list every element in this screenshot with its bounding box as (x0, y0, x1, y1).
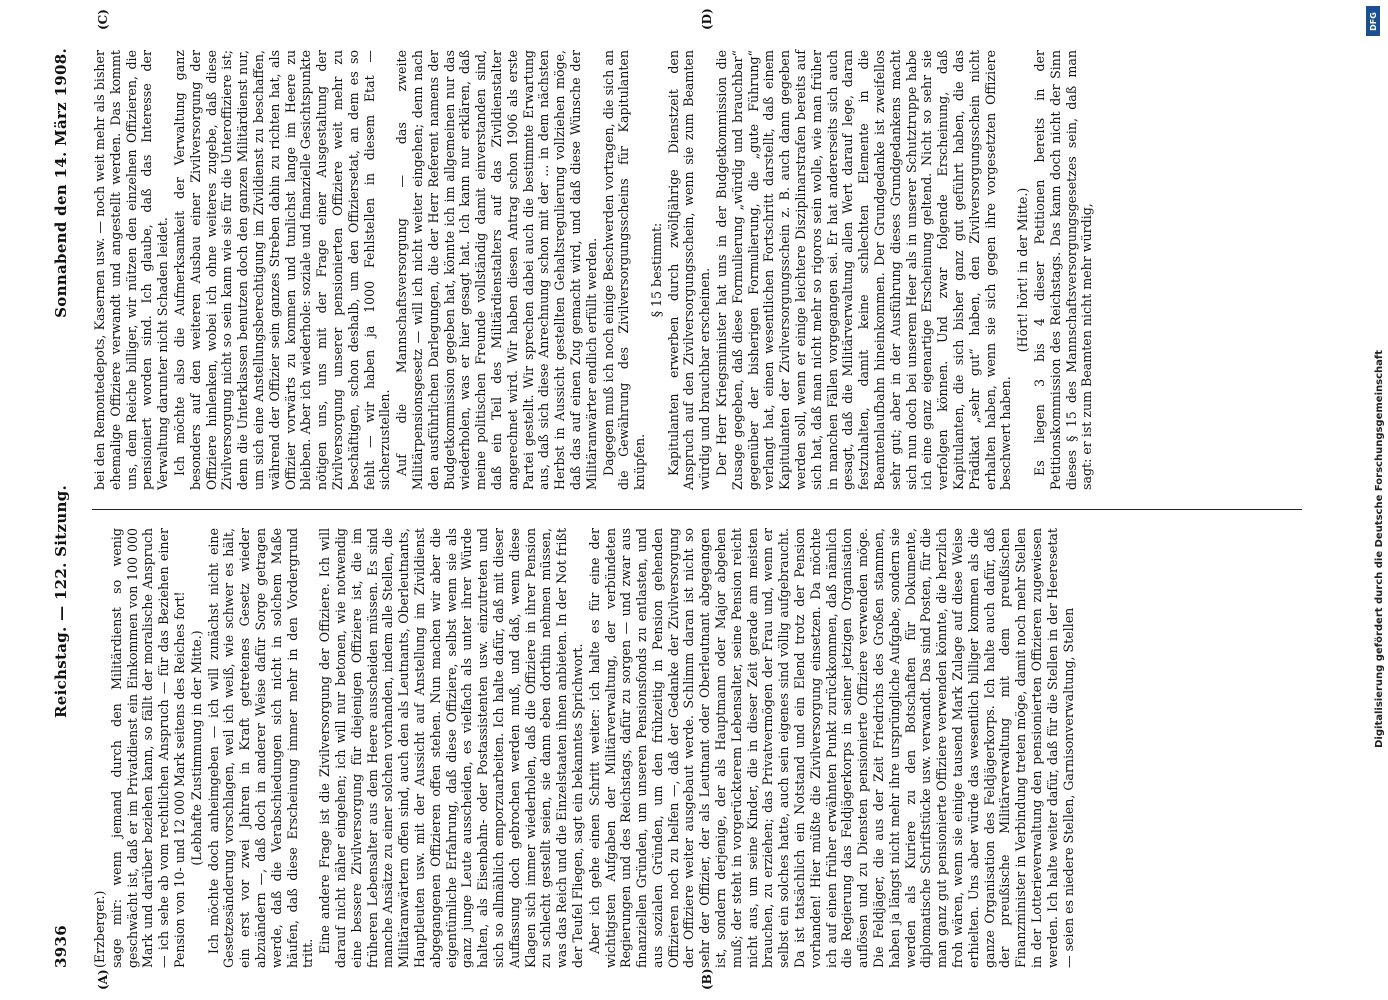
quoted-paragraph: Kapitulanten erwerben durch zwölfjährige Dienstzeit den Anspruch auf den Zivilversorgungsschein, wenn sie zum Beamten würdig und brauchbar erscheinen. (665, 50, 713, 490)
interjection: (Lebhafte Zustimmung in der Mitte.) (188, 630, 204, 866)
paragraph: Aber ich gehe einen Schritt weiter: ich halte es für eine der wichtigsten Aufgaben der Militärverwaltung, der verbündeten Regierungen und des Reichstags, dafür zu sorgen — und zwar aus finanziellen Gründen, um unseren Pensionsfonds zu entlasten, und aus sozialen Gründen, um den frühzeitig in Pension gehenden Offizieren noch zu helfen —, daß der Gedanke der Zivilversorgung der Offiziere weiter ausgebaut werde. Schlimm daran ist nicht so sehr der Offizier, der als Leutnant oder Oberleutnant abgegangen ist, sondern derjenige, der als Hauptmann oder Major abgehen muß; der steht in vorgerückterem Lebensalter, seine Pension reicht nicht aus, um seine Kinder, die in dieser Zeit gerade am meisten brauchen, zu erziehen; das Privatvermögen der Frau und, wenn er selbst ein solches hatte, auch sein eigenes sind völlig aufgebraucht. Da ist tatsächlich ein Notstand und ein Elend trotz der Pension vorhanden! Hier müßte die Zivilversorgung einsetzen. Da möchte ich auf einen früher erwähnten Punkt zurückkommen, daß nämlich die Regierung das Feldjägerkorps in seiner jetzigen Organisation auflösen und zu Diensten pensionierte Offiziere verwenden möge. Die Feldjäger, die aus der Zeit Friedrichs des Großen stammen, haben ja längst nicht mehr ihre ursprüngliche Aufgabe, sondern sie werden als Kuriere zu den Botschaften für Dokumente, diplomatische Schriftstücke usw. verwandt. Das sind Posten, für die man ganz gut pensionierte Offiziere verwenden könnte, die herzlich froh wären, wenn sie einige tausend Mark Zulage auf diese Weise erhielten. Uns aber würde das wesentlich billiger kommen als die ganze Organisation des Feldjägerkorps. Ich halte auch dafür, daß der preußische Militärverwaltung mit dem preußischen Finanzminister in Verbindung treten möge, damit noch mehr Stellen in der Lotterieverwaltung den pensionierten Offizieren zugewiesen werden. Ich halte weiter dafür, daß für die Stellen in der Heeresetat — seien es niedere Stellen, Garnisonverwaltung, Stellen (586, 528, 1076, 968)
legal-reference: § 15 bestimmt: (648, 222, 664, 318)
paragraph: Ich möchte doch anheimgeben — ich will zunächst nicht eine Gesetzesänderung vorschlagen, weil ich weiß, wie schwer es hält, ein erst vor zwei Jahren in Kraft getretenes Gesetz wieder abzuändern —, daß doch in anderer Weise dafür Sorge getragen werde, daß die Verabschiedungen sich nicht in solchem Maße häufen, daß diese Erscheinung immer mehr in den Vordergrund tritt. (205, 528, 316, 968)
margin-mark-c: (C) (96, 9, 110, 30)
paragraph: Eine andere Frage ist die Zivilversorgung der Offiziere. Ich will darauf nicht näher eingehen; ich will nur betonen, wie notwendig eine bessere Zivilversorgung für diejenigen Offiziere ist, die im früheren Lebensalter aus dem Heere ausscheiden müssen. Es sind manche Ansätze zu einer solchen vorhanden, indem alle Stellen, die Militäranwärtern offen sind, auch den als Leutnants, Oberleutnants, Hauptleuten usw. mit der Aussicht auf Anstellung im Zivildienst abgegangenen Offizieren offen stehen. Nun machen wir aber die eigentümliche Erfahrung, daß diese Offiziere, selbst wenn sie als ganz junge Leute ausscheiden, es vielfach als unter ihrer Würde halten, als Eisenbahn- oder Postassistenten usw. einzutreten und sich so allmählich emporzuarbeiten. Ich halte dafür, daß mit dieser Auffassung doch gebrochen werden muß, und daß, wenn diese Klagen sich immer wiederholen, daß die Offiziere in ihrer Pension zu schlecht gestellt seien, sie dann eben dorthin nehmen müssen, was das Reich und die Einzelstaaten ihnen anbieten. In der Not frißt der Teufel Fliegen, sagt ein bekanntes Sprichwort. (317, 528, 585, 968)
digitization-credit: Digitalisierung gefördert durch die Deutsche Forschungsgemeinschaft (1374, 350, 1385, 748)
session-date: Sonnabend den 14. März 1908. (52, 48, 70, 318)
paragraph: Dagegen muß ich noch einige Beschwerden vortragen, die sich an die Gewährung des Zivilversorgungsscheins für Kapitulanten knüpfen. (600, 50, 648, 490)
margin-mark-d: (D) (700, 8, 714, 30)
interjection: (Hört! hört! in der Mitte.) (1015, 187, 1031, 353)
paragraph: Auf die Mannschaftsversorgung — das zweite Militärpensionsgesetz — will ich nicht weiter eingehen; denn nach den ausführlichen Darlegungen, die der Herr Referent namens der Budgetkommission gegeben hat, könnte ich im allgemeinen nur das wiederholen, was er hier gesagt hat. Ich kann nur erklären, daß meine politischen Freunde vollständig damit einverstanden sind, daß ein Teil des Militärdienstalters auf das Zivildienstalter angerechnet wird. Wir haben diesen Antrag schon 1906 als erste Partei gestellt. Wir sprechen dabei auch die bestimmte Erwartung aus, daß sich diese Anrechnung schon mit der ... in dem nächsten Herbst in Aussicht gestellten Gehaltsregulierung vollziehen möge, daß das auf einen Zug gemacht wird, und daß diese Wünsche der Militäranwärter endlich erfüllt werden. (394, 50, 599, 490)
paragraph: Ich möchte also die Aufmerksamkeit der Verwaltung ganz besonders auf den weiteren Ausbau einer Zivilversorgung der Offiziere hinlenken, wobei ich ohne weiteres zugebe, daß diese Zivilversorgung nicht so sein kann wie sie für die Unteroffiziere ist; denn die Unterklassen benutzen doch den ganzen Militärdienst nur, um sich eine Anstellungsberechtigung im Zivildienst zu beschaffen, während der Offizier sein ganzes Streben dahin zu richten hat, als Offizier vorwärts zu kommen und tunlichst lange im Heere zu bleiben. Aber ich wiederhole: soziale und finanzielle Gesichtspunkte nötigen uns, uns mit der Frage einer Ausgestaltung der Zivilversorgung unserer pensionierten Offiziere weit mehr zu beschäftigen, schon deshalb, um den Offiziersetat, an dem es so fehlt — wir haben ja 1000 Fehlstellen in diesem Etat — sicherzustellen. (171, 50, 393, 490)
left-text-column (92, 528, 1302, 968)
paragraph: bei den Remontedepots, Kasernen usw. — noch weit mehr als bisher ehemalige Offiziere verwandt und angestellt werden. Das kommt uns, dem Reiche billiger, wir nützen den einzelnen Offizieren, die pensioniert worden sind. Ich glaube, daß das Interesse der Verwaltung darunter nicht Schaden leidet. (92, 50, 171, 490)
column-divider (92, 509, 1302, 510)
paragraph: Es liegen 3 bis 4 dieser Petitionen bereits in der Petitionskommission des Reichstags. Das kann doch nicht der Sinn dieses § 15 des Mannschaftsversorgungsgesetzes sein, daß man sagt: er ist zum Beamten nicht mehr würdig, (1032, 50, 1095, 490)
paragraph: sage mir: wenn jemand durch den Militärdienst so wenig geschwächt ist, daß er im Privatdienst ein Einkommen von 100 000 Mark und darüber beziehen kann, so fällt der moralische Anspruch — ich sehe ab vom rechtlichen Anspruch — für das Beziehen einer Pension von 10- und 12 000 Mark seitens des Reiches fort! (108, 528, 187, 968)
right-text-column (92, 50, 1302, 490)
session-title: Reichstag. — 122. Sitzung. (52, 484, 70, 718)
speaker-name: (Erzberger.) (92, 890, 107, 968)
paragraph: Der Herr Kriegsminister hat uns in der Budgetkommission die Zusage gegeben, daß diese Formulierung „würdig und brauchbar“ gegenüber der bisherigen Formulierung, die „gute Führung“ verlangt hat, einen wesentlichen Fortschritt darstellt, daß einem Kapitulanten der Zivilversorgungsschein z. B. auch dann gegeben werden soll, wenn er einige leichtere Disziplinarstrafen bereits auf sich hat, daß man nicht mehr so rigoros sein wolle, wie man früher in manchen Fällen vorgegangen sei. Er hat andererseits sich auch gesagt, daß die Militärverwaltung allen Wert darauf lege, daran festzuhalten, damit keine schlechten Elemente in die Beamtenlaufbahn hineinkommen. Der Grundgedanke ist zweifellos sehr gut; aber in der Ausführung dieses Grundgedankens macht sich nun doch bei unserem Heer als in unserer Schutztruppe habe ich eine ganz eigenartige Erscheinung geltend. Nicht so sehr sie verfolgen können. Und zwar folgende Erscheinung, daß Kapitulanten, die sich bisher ganz gut geführt haben, die das Prädikat „sehr gut“ haben, den Zivilversorgungsschein nicht erhalten haben, wenn sie sich gegen ihre vorgesetzten Offiziere beschwert haben. (714, 50, 1014, 490)
dfg-logo-icon: DFG (1366, 6, 1380, 36)
page-number: 3936 (52, 925, 70, 968)
page-header (52, 38, 78, 968)
margin-mark-b: (B) (700, 968, 714, 990)
margin-mark-a: (A) (96, 969, 110, 990)
